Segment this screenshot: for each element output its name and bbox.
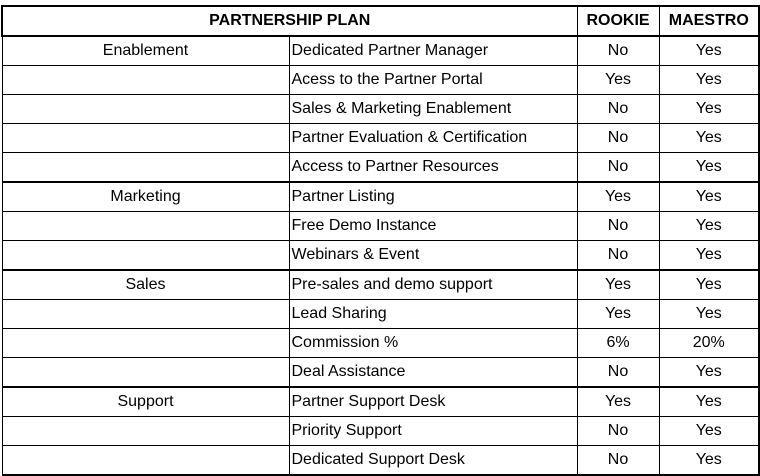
table-row (2, 270, 759, 300)
table-row (2, 300, 759, 329)
rookie-value: No (577, 212, 659, 241)
table-row (2, 446, 759, 476)
feature-cell: Commission % (289, 329, 577, 358)
table-row (2, 124, 759, 153)
rookie-value: No (577, 36, 659, 66)
feature-cell: Pre-sales and demo support (289, 270, 577, 300)
maestro-value: 20% (659, 329, 759, 358)
rookie-value: No (577, 358, 659, 388)
maestro-value: Yes (659, 300, 759, 329)
header-partnership-plan: PARTNERSHIP PLAN (2, 6, 577, 36)
table-row (2, 95, 759, 124)
category-cell (2, 95, 289, 124)
category-cell (2, 358, 289, 388)
maestro-value: Yes (659, 153, 759, 183)
rookie-value: Yes (577, 182, 659, 212)
category-cell (2, 329, 289, 358)
category-cell (2, 241, 289, 271)
category-cell: Enablement (2, 36, 289, 66)
rookie-value: No (577, 153, 659, 183)
rookie-value: No (577, 446, 659, 476)
header-maestro: MAESTRO (659, 6, 759, 36)
table-header-row (2, 6, 759, 36)
feature-cell: Free Demo Instance (289, 212, 577, 241)
maestro-value: Yes (659, 212, 759, 241)
table-row (2, 417, 759, 446)
feature-cell: Deal Assistance (289, 358, 577, 388)
maestro-value: Yes (659, 36, 759, 66)
maestro-value: Yes (659, 124, 759, 153)
feature-cell: Priority Support (289, 417, 577, 446)
category-cell (2, 446, 289, 476)
table-row (2, 329, 759, 358)
rookie-value: No (577, 95, 659, 124)
table-row (2, 36, 759, 66)
category-cell (2, 300, 289, 329)
maestro-value: Yes (659, 241, 759, 271)
feature-cell: Access to Partner Resources (289, 153, 577, 183)
table-row (2, 66, 759, 95)
maestro-value: Yes (659, 66, 759, 95)
feature-cell: Sales & Marketing Enablement (289, 95, 577, 124)
rookie-value: Yes (577, 270, 659, 300)
feature-cell: Partner Evaluation & Certification (289, 124, 577, 153)
maestro-value: Yes (659, 446, 759, 476)
rookie-value: Yes (577, 300, 659, 329)
table-row (2, 153, 759, 183)
rookie-value: No (577, 124, 659, 153)
maestro-value: Yes (659, 95, 759, 124)
category-cell (2, 212, 289, 241)
feature-cell: Lead Sharing (289, 300, 577, 329)
table-row (2, 241, 759, 271)
feature-cell: Dedicated Support Desk (289, 446, 577, 476)
feature-cell: Dedicated Partner Manager (289, 36, 577, 66)
maestro-value: Yes (659, 358, 759, 388)
rookie-value: No (577, 241, 659, 271)
feature-cell: Partner Support Desk (289, 387, 577, 417)
category-cell (2, 124, 289, 153)
feature-cell: Webinars & Event (289, 241, 577, 271)
maestro-value: Yes (659, 417, 759, 446)
rookie-value: Yes (577, 387, 659, 417)
maestro-value: Yes (659, 387, 759, 417)
maestro-value: Yes (659, 270, 759, 300)
table-row (2, 358, 759, 388)
rookie-value: Yes (577, 66, 659, 95)
feature-cell: Acess to the Partner Portal (289, 66, 577, 95)
rookie-value: No (577, 417, 659, 446)
category-cell: Support (2, 387, 289, 417)
table-row (2, 182, 759, 212)
rookie-value: 6% (577, 329, 659, 358)
table-row (2, 387, 759, 417)
table-row (2, 212, 759, 241)
feature-cell: Partner Listing (289, 182, 577, 212)
category-cell: Sales (2, 270, 289, 300)
category-cell (2, 417, 289, 446)
maestro-value: Yes (659, 182, 759, 212)
category-cell (2, 66, 289, 95)
partnership-plan-table (1, 5, 760, 476)
category-cell (2, 153, 289, 183)
header-rookie: ROOKIE (577, 6, 659, 36)
category-cell: Marketing (2, 182, 289, 212)
